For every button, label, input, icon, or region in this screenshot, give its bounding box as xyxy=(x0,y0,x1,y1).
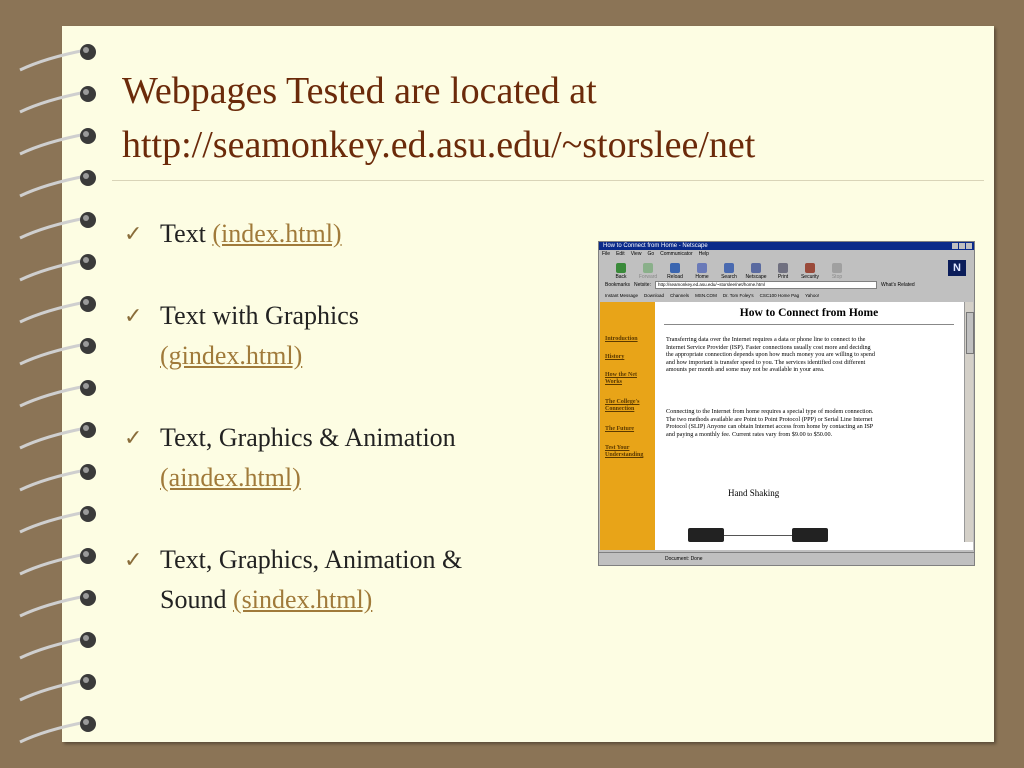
ring-highlight xyxy=(83,173,89,179)
search-button: Search xyxy=(719,263,739,280)
ring-wire xyxy=(20,428,86,448)
sidebar-link: History xyxy=(605,354,625,360)
navigation-toolbar xyxy=(599,258,974,280)
back-icon xyxy=(616,263,626,273)
heading-divider xyxy=(664,324,954,325)
ring-wire xyxy=(20,302,86,322)
personal-item: Instant Message xyxy=(605,292,639,298)
sidebar-link: How the Net Works xyxy=(605,372,637,385)
title-divider xyxy=(112,180,984,181)
menu-communicator: Communicator xyxy=(660,251,693,257)
bullet-label: Text xyxy=(160,219,213,248)
ring-wire xyxy=(20,680,86,700)
image-caption: Hand Shaking xyxy=(728,488,780,498)
ring-highlight xyxy=(83,215,89,221)
ring-wire xyxy=(20,722,86,742)
bullet-label: Text, Graphics, Animation & xyxy=(160,545,463,574)
status-bar xyxy=(599,552,974,565)
reload-button: Reload xyxy=(665,263,685,280)
page-paragraph: Transferring data over the Internet requires a data or phone line to connect to the Internet Service Provider (ISP). Faster connections usually cost more and deciding the appropriate connection depends upon how much money you are willing to spend and how important is transfer speed to you. The services identified cost different amounts per month and some may not be available in your area. xyxy=(666,336,875,374)
bookmarks-label: Bookmarks xyxy=(605,282,631,288)
location-bar xyxy=(599,280,974,290)
ring-highlight xyxy=(83,635,89,641)
print-button: Print xyxy=(773,263,793,280)
bullet-label: Text with Graphics xyxy=(160,301,359,330)
slide-title xyxy=(122,64,982,172)
whats-related-label: What's Related xyxy=(880,282,915,288)
check-icon: ✓ xyxy=(124,425,143,450)
ring-highlight xyxy=(83,257,89,263)
netscape-logo: N xyxy=(948,260,966,276)
link-sindex[interactable]: (sindex.html) xyxy=(232,585,373,614)
ring-highlight xyxy=(83,593,89,599)
window-title: How to Connect from Home - Netscape xyxy=(603,243,708,249)
stop-icon xyxy=(832,263,842,273)
title-line-1: Webpages Tested are located at xyxy=(122,70,597,112)
ring-wire xyxy=(20,50,86,70)
sidebar-link: The Future xyxy=(605,426,635,432)
menu-file: File xyxy=(602,251,611,257)
ring-highlight xyxy=(83,131,89,137)
link-aindex[interactable]: (aindex.html) xyxy=(160,463,301,492)
window-titlebar xyxy=(599,242,974,250)
check-icon: ✓ xyxy=(124,547,143,572)
ring-highlight xyxy=(83,509,89,515)
home-icon xyxy=(697,263,707,273)
spiral-binding xyxy=(0,0,110,768)
personal-toolbar xyxy=(599,290,974,300)
personal-item: MSN.COM xyxy=(695,292,717,298)
status-text: Document: Done xyxy=(665,556,703,562)
ring-highlight xyxy=(83,677,89,683)
personal-item: CSC100 Home Pag xyxy=(759,292,800,298)
menu-bar xyxy=(599,250,974,258)
sidebar-link: The College's Connection xyxy=(605,399,640,412)
page-sidebar xyxy=(600,302,655,550)
bullet-label-cont: Sound xyxy=(160,585,233,614)
minimize-icon xyxy=(952,243,958,249)
modem-image xyxy=(792,528,828,542)
personal-item: Dr. Tom Foley's xyxy=(722,292,754,298)
page-paragraph: Connecting to the Internet from home requires a special type of modem connection. The two methods available are Point to Point Protocol (PPP) or Serial Line Internet Protocol (SLIP) Anyone can obtain Internet access from home by contacting an ISP and paying a monthly fee. Current rates vary from $9.00 to $50.00. xyxy=(666,408,874,438)
ring-wire xyxy=(20,134,86,154)
print-icon xyxy=(778,263,788,273)
personal-item: Channels xyxy=(670,292,690,298)
menu-go: Go xyxy=(647,251,655,257)
ring-highlight xyxy=(83,467,89,473)
personal-item: Download xyxy=(644,292,665,298)
netscape-icon xyxy=(751,263,761,273)
ring-wire xyxy=(20,218,86,238)
title-line-2: http://seamonkey.ed.asu.edu/~storslee/net xyxy=(122,124,756,166)
ring-highlight xyxy=(83,551,89,557)
ring-wire xyxy=(20,470,86,490)
ring-highlight xyxy=(83,341,89,347)
forward-icon xyxy=(643,263,653,273)
bullet-label: Text, Graphics & Animation xyxy=(160,423,456,452)
modem-image xyxy=(688,528,724,542)
ring-highlight xyxy=(83,89,89,95)
ring-highlight xyxy=(83,383,89,389)
ring-highlight xyxy=(83,299,89,305)
link-index[interactable]: (index.html) xyxy=(212,219,342,248)
ring-wire xyxy=(20,344,86,364)
sidebar-link: Introduction xyxy=(605,336,638,342)
vertical-scrollbar xyxy=(964,302,973,542)
ring-wire xyxy=(20,92,86,112)
netscape-button: Netscape xyxy=(746,263,766,280)
sidebar-link: Test Your Understanding xyxy=(605,445,644,458)
stop-button: Stop xyxy=(827,263,847,280)
menu-edit: Edit xyxy=(616,251,625,257)
ring-highlight xyxy=(83,719,89,725)
ring-wire xyxy=(20,176,86,196)
lock-icon xyxy=(805,263,815,273)
ring-wire xyxy=(20,386,86,406)
ring-highlight xyxy=(83,47,89,53)
close-icon xyxy=(966,243,972,249)
ring-highlight xyxy=(83,425,89,431)
menu-help: Help xyxy=(698,251,709,257)
location-label: Netsite: xyxy=(634,282,651,288)
reload-icon xyxy=(670,263,680,273)
back-button: Back xyxy=(611,263,631,280)
ring-wire xyxy=(20,596,86,616)
web-page xyxy=(600,302,973,550)
forward-button: Forward xyxy=(638,263,658,280)
ring-wire xyxy=(20,260,86,280)
menu-view: View xyxy=(630,251,642,257)
check-icon: ✓ xyxy=(124,303,143,328)
check-icon: ✓ xyxy=(124,221,143,246)
connection-line xyxy=(724,535,792,536)
home-button: Home xyxy=(692,263,712,280)
personal-item: Yahoo! xyxy=(805,292,820,298)
link-gindex[interactable]: (gindex.html) xyxy=(160,341,303,370)
ring-wire xyxy=(20,554,86,574)
ring-wire xyxy=(20,638,86,658)
location-field: http://seamonkey.ed.asu.edu/~storslee/net/home.html xyxy=(655,281,877,289)
maximize-icon xyxy=(959,243,965,249)
page-heading: How to Connect from Home xyxy=(739,307,879,319)
browser-screenshot xyxy=(598,241,975,566)
ring-wire xyxy=(20,512,86,532)
search-icon xyxy=(724,263,734,273)
scroll-thumb xyxy=(966,312,974,354)
security-button: Security xyxy=(800,263,820,280)
